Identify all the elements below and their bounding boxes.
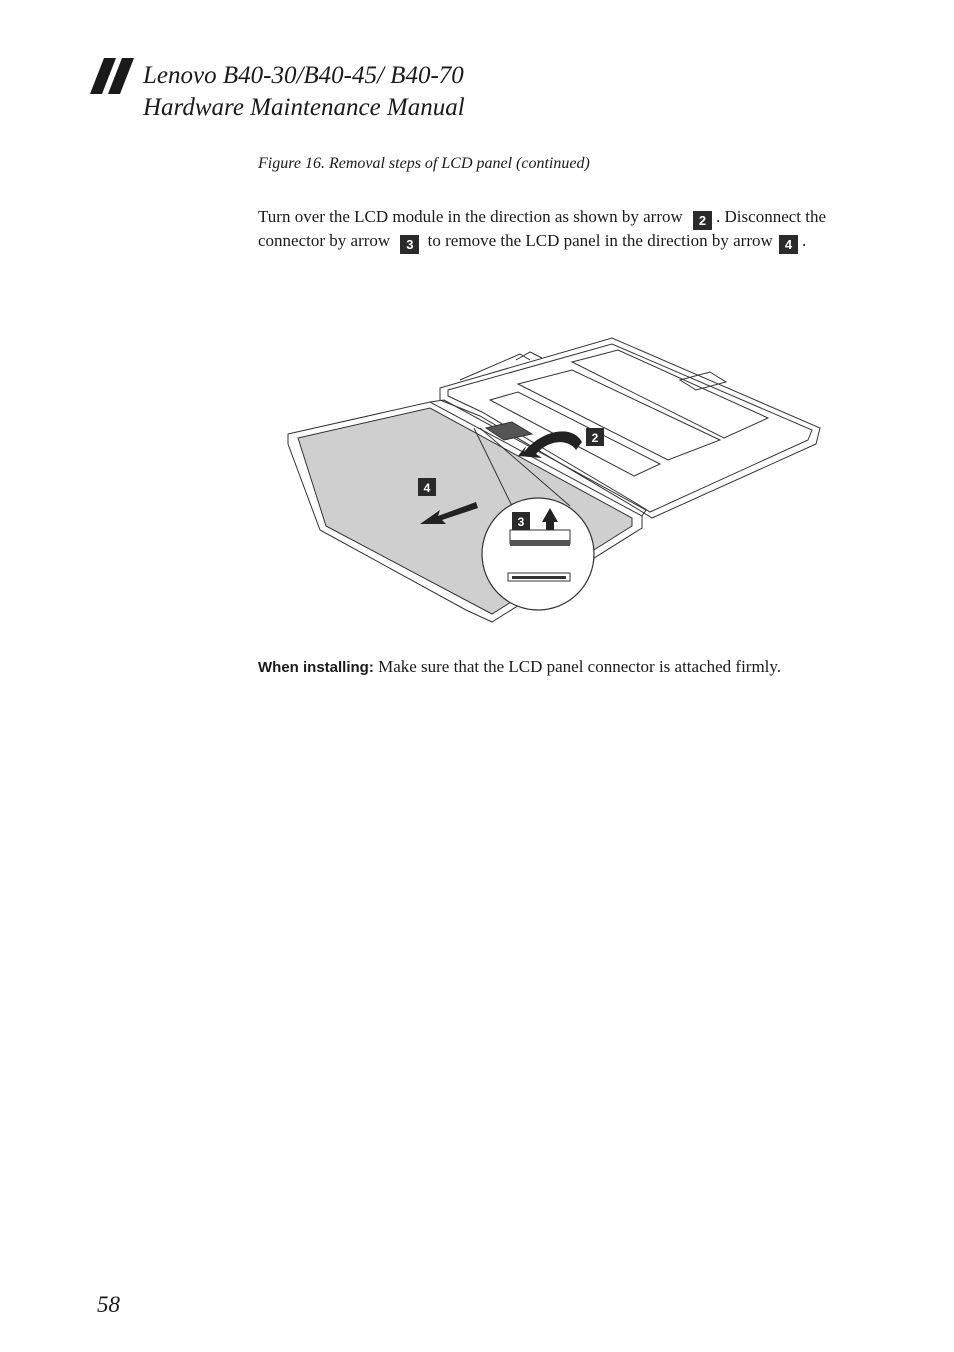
installation-note (258, 656, 781, 679)
manual-title-line1: Lenovo B40-30/B40-45/ B40-70 (143, 62, 464, 89)
page-number: 58 (97, 1292, 120, 1317)
figure-caption: Figure 16. Removal steps of LCD panel (continued) (258, 155, 590, 172)
callout-badge-4 (418, 478, 436, 496)
step-badge-3: 3 (400, 235, 419, 254)
callout-badge-2 (586, 428, 604, 446)
manual-title-line2: Hardware Maintenance Manual (143, 94, 465, 121)
svg-text:2: 2 (591, 431, 599, 445)
instruction-paragraph (258, 206, 858, 254)
callout-badge-3 (512, 512, 530, 530)
step-badge-4: 4 (779, 235, 798, 254)
svg-text:3: 3 (517, 515, 525, 529)
note-label: When installing: (258, 659, 374, 676)
step-badge-2: 2 (693, 211, 712, 230)
instruction-text-3: to remove the LCD panel in the direction by arrow (427, 231, 773, 250)
note-text: Make sure that the LCD panel connector is attached firmly. (378, 657, 782, 676)
manual-title (143, 60, 465, 124)
instruction-text-1: Turn over the LCD module in the direction as shown by arrow (258, 207, 683, 226)
lcd-removal-illustration (280, 330, 830, 630)
connector-detail-zoom (482, 498, 594, 610)
instruction-text-4: . (802, 231, 807, 250)
page-header (90, 58, 590, 128)
double-slash-logo-icon (90, 58, 136, 94)
instruction-text-2: . Disconnect the connector by arrow (258, 207, 827, 250)
svg-text:4: 4 (423, 481, 431, 495)
